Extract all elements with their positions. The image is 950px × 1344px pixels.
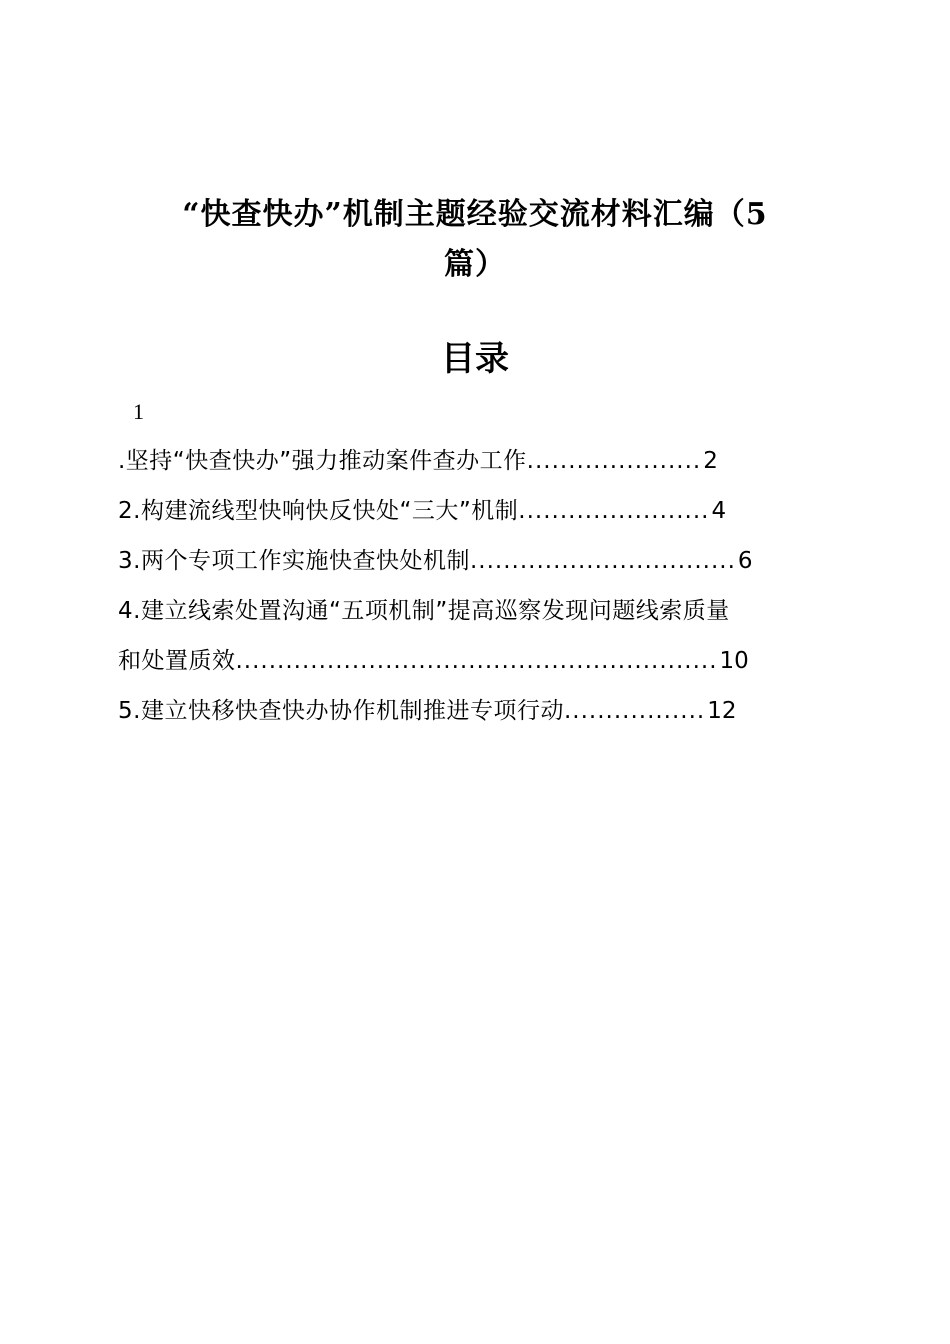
toc-entry-1-title: .坚持“快查快办”强力推动案件查办工作 — [118, 448, 527, 474]
toc-entry-5[interactable] — [118, 686, 838, 736]
toc-entry-1-page: 2 — [703, 448, 718, 474]
stray-number: 1 — [133, 399, 144, 424]
toc-entry-4-title-line-1: 4.建立线索处置沟通“五项机制”提高巡察发现问题线索质量 — [118, 598, 730, 624]
toc-entry-4-leader: .......................................................... — [235, 648, 718, 674]
toc-entry-1-leader: ..................... — [526, 448, 702, 474]
toc-entry-2-leader: ....................... — [518, 498, 710, 524]
toc-entry-2-title: 2.构建流线型快响快反快处“三大”机制 — [118, 498, 519, 524]
document-title-line-2: 篇） — [444, 247, 506, 282]
toc-entry-3[interactable] — [118, 536, 838, 586]
toc-entry-4-line-1[interactable] — [118, 586, 838, 636]
table-of-contents — [118, 436, 838, 736]
toc-entry-3-leader: ................................ — [469, 548, 736, 574]
toc-heading: 目录 — [441, 339, 509, 379]
toc-entry-5-title: 5.建立快移快查快办协作机制推进专项行动 — [118, 698, 564, 724]
toc-entry-1[interactable] — [118, 436, 838, 486]
toc-entry-5-page: 12 — [707, 698, 737, 724]
toc-entry-5-leader: ................. — [563, 698, 706, 724]
document-title-line-1: “快查快办”机制主题经验交流材料汇编（5 — [182, 197, 768, 232]
toc-entry-4-line-2[interactable] — [118, 636, 838, 686]
toc-entry-4-title-line-2: 和处置质效 — [118, 648, 236, 674]
toc-entry-2-page: 4 — [711, 498, 727, 524]
toc-entry-3-title: 3.两个专项工作实施快查快处机制 — [118, 548, 470, 574]
toc-entry-4-page: 10 — [719, 648, 749, 674]
toc-entry-3-page: 6 — [737, 548, 753, 574]
toc-entry-2[interactable] — [118, 486, 838, 536]
document-title — [110, 190, 840, 290]
